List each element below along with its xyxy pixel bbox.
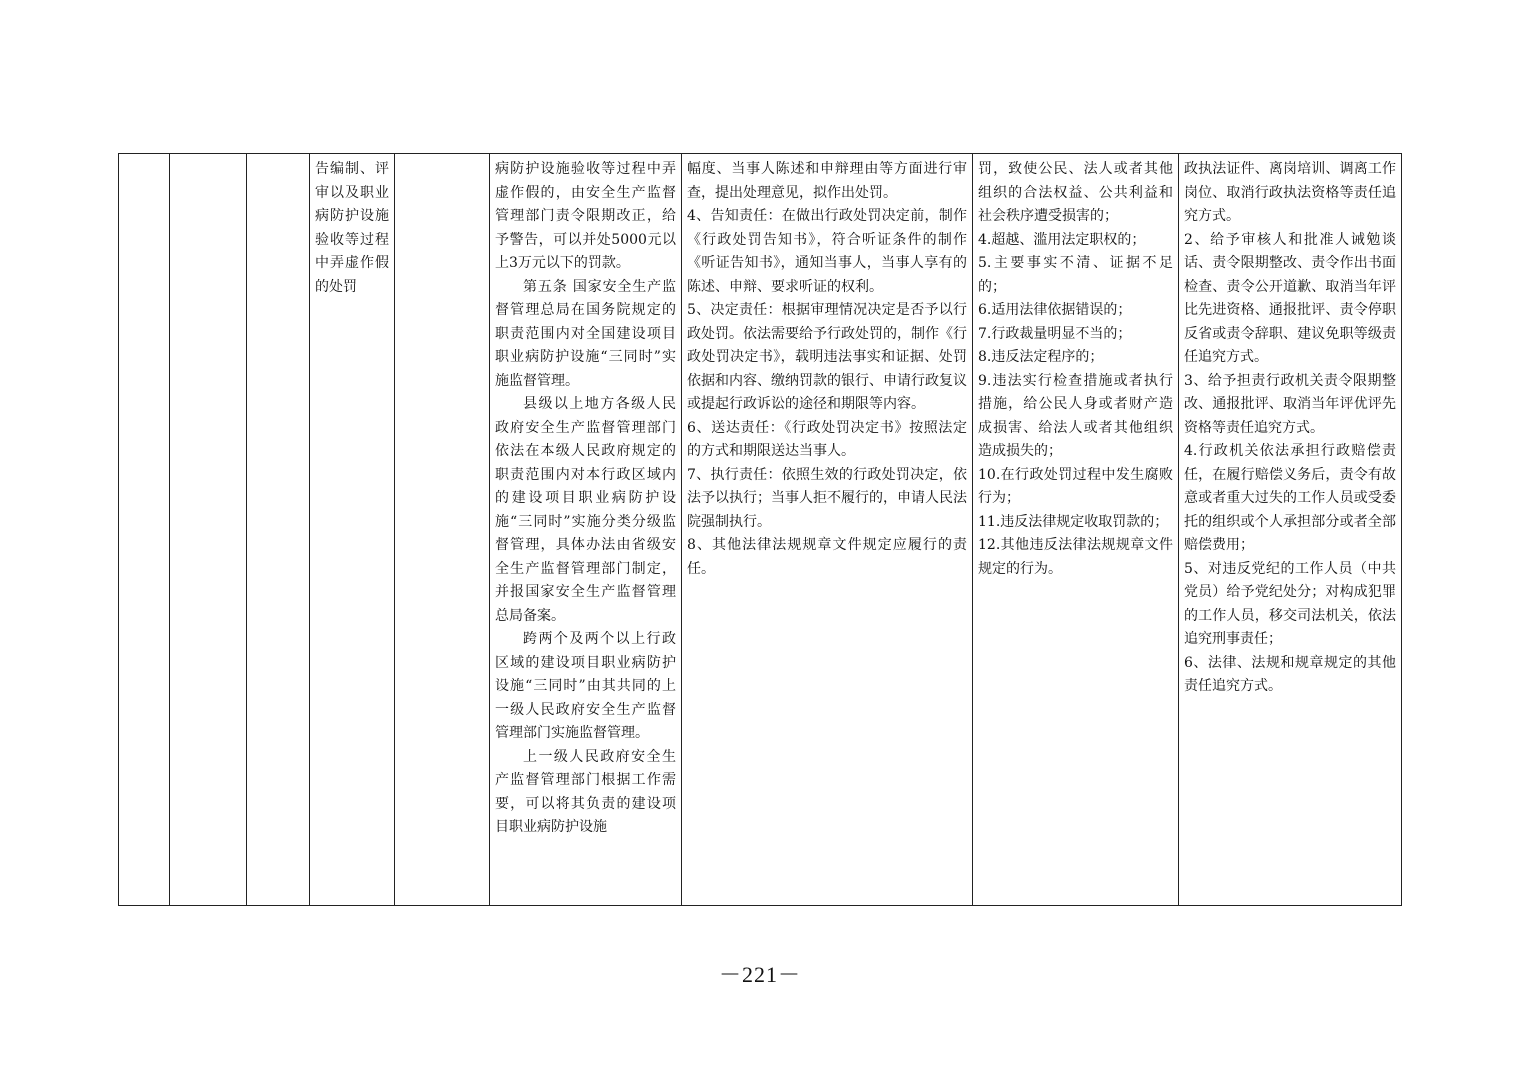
case-item: 8.违反法定程序的；	[978, 349, 1104, 365]
duty-item: 8、其他法律法规规章文件规定应履行的责任。	[687, 537, 967, 577]
accountability-methods-text	[1184, 158, 1396, 699]
col-accountability-cell	[1179, 154, 1402, 906]
basis-paragraph: 县级以上地方各级人民政府安全生产监督管理部门依法在本级人民政府规定的职责范围内对本行政区域内的建设项目职业病防护设施“三同时”实施分类分级监督管理，具体办法由省级安全生产监督管理部门制定，并报国家安全生产监督管理总局备案。	[495, 396, 676, 624]
col-category-cell	[170, 154, 247, 906]
col-serial-cell	[119, 154, 170, 906]
accountability-item: 3、给予担责行政机关责令限期整改、通报批评、取消当年评优评先资格等责任追究方式。	[1184, 372, 1396, 436]
duty-item: 4、告知责任：在做出行政处罚决定前，制作《行政处罚告知书》，符合听证条件的制作《听证告知书》，通知当事人，当事人享有的陈述、申辩、要求听证的权利。	[687, 208, 967, 295]
accountability-cases-text	[978, 158, 1173, 581]
duties-text	[687, 158, 967, 581]
case-item: 5.主要事实不清、证据不足的；	[978, 255, 1173, 295]
accountability-item: 5、对违反党纪的工作人员（中共党员）给予党纪处分；对构成犯罪的工作人员，移交司法机关，依法追究刑事责任；	[1184, 560, 1396, 647]
col-basis-cell	[490, 154, 682, 906]
duty-item: 幅度、当事人陈述和申辩理由等方面进行审查，提出处理意见，拟作出处罚。	[687, 161, 967, 201]
document-table	[118, 153, 1402, 906]
col-item-name-cell	[310, 154, 395, 906]
case-item: 12.其他违反法律法规规章文件规定的行为。	[978, 537, 1173, 577]
case-item: 11.违反法律规定收取罚款的；	[978, 513, 1169, 530]
case-item: 罚，致使公民、法人或者其他组织的合法权益、公共利益和社会秩序遭受损害的；	[978, 161, 1173, 224]
case-item: 10.在行政处罚过程中发生腐败行为；	[978, 466, 1173, 506]
duty-item: 7、执行责任：依照生效的行政处罚决定，依法予以执行；当事人拒不履行的，申请人民法院强制执行。	[687, 466, 967, 530]
basis-text	[495, 158, 676, 840]
accountability-item: 政执法证件、离岗培训、调离工作岗位、取消行政执法资格等责任追究方式。	[1184, 161, 1396, 224]
duty-item: 6、送达责任：《行政处罚决定书》按照法定的方式和期限送达当事人。	[687, 419, 967, 459]
basis-paragraph: 上一级人民政府安全生产监督管理部门根据工作需要，可以将其负责的建设项目职业病防护设施	[495, 748, 676, 835]
case-item: 9.违法实行检查措施或者执行措施，给公民人身或者财产造成损害、给法人或者其他组织造成损失的；	[978, 372, 1173, 459]
table-row	[119, 154, 1402, 906]
page-number: －221－	[718, 962, 801, 987]
basis-paragraph: 第五条 国家安全生产监督管理总局在国务院规定的职责范围内对全国建设项目职业病防护设施“三同时”实施监督管理。	[495, 278, 676, 389]
col-cases-cell	[973, 154, 1179, 906]
item-name-text: 告编制、评审以及职业病防护设施验收等过程中弄虚作假的处罚	[315, 161, 389, 295]
case-item: 4.超越、滥用法定职权的；	[978, 231, 1146, 248]
accountability-item: 2、给予审核人和批准人诫勉谈话、责令限期整改、责令作出书面检查、责令公开道歉、取消当年评比先进资格、通报批评、责令停职反省或责令辞职、建议免职等级责任追究方式。	[1184, 231, 1396, 365]
col-subitem-cell	[395, 154, 490, 906]
basis-paragraph: 跨两个及两个以上行政区域的建设项目职业病防护设施“三同时”由其共同的上一级人民政府安全生产监督管理部门实施监督管理。	[495, 631, 676, 741]
accountability-item: 6、法律、法规和规章规定的其他责任追究方式。	[1184, 654, 1396, 694]
duty-item: 5、决定责任：根据审理情况决定是否予以行政处罚。依法需要给予行政处罚的，制作《行政处罚决定书》，载明违法事实和证据、处罚依据和内容、缴纳罚款的银行、申请行政复议或提起行政诉讼的途径和期限等内容。	[687, 302, 967, 412]
case-item: 6.适用法律依据错误的；	[978, 302, 1132, 318]
case-item: 7.行政裁量明显不当的；	[978, 325, 1132, 342]
col-duties-cell	[682, 154, 973, 906]
accountability-item: 4.行政机关依法承担行政赔偿责任，在履行赔偿义务后，责令有故意或者重大过失的工作人员或受委托的组织或个人承担部分或者全部赔偿费用；	[1184, 443, 1396, 553]
basis-paragraph: 病防护设施验收等过程中弄虚作假的，由安全生产监督管理部门责令限期改正，给予警告，可以并处5000元以上3万元以下的罚款。	[495, 161, 676, 271]
col-code-cell	[247, 154, 310, 906]
